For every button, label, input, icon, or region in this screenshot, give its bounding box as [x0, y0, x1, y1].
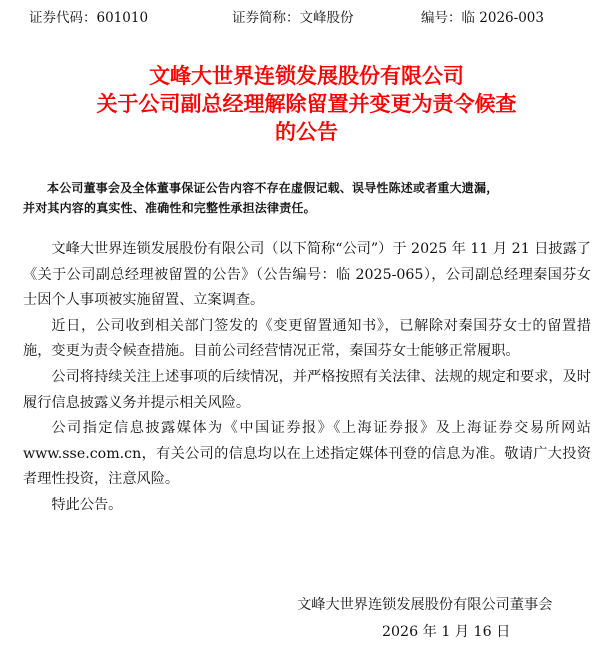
paragraph-background: 文峰大世界连锁发展股份有限公司（以下简称“公司”）于 2025 年 11 月 21 日披露了《关于公司副总经理被留置的公告》（公告编号：临 2025-065），公司副总经理秦国芬女士因个人事项被实施留置、立案调查。: [23, 241, 591, 309]
title-suffix: 的公告: [275, 120, 338, 144]
paragraph-change-notice: 近日，公司收到相关部门签发的《变更留置通知书》，已解除对秦国芬女士的留置措施，变更为责令候查措施。目前公司经营情况正常，秦国芬女士能够正常履职。: [23, 317, 591, 360]
title-company-name: 文峰大世界连锁发展股份有限公司: [149, 64, 464, 88]
signature-date: 2026 年 1 月 16 日: [382, 624, 511, 640]
disclaimer-line-2: 并对其内容的真实性、准确性和完整性承担法律责任。: [23, 201, 316, 215]
security-abbreviation: 证券简称：文峰股份: [232, 10, 354, 26]
board-disclaimer: [23, 178, 595, 218]
announcement-body: [23, 237, 591, 519]
disclaimer-line-1: 本公司董事会及全体董事保证公告内容不存在虚假记载、误导性陈述或者重大遗漏，: [47, 181, 499, 195]
announcement-number: 编号：临 2026-003: [421, 10, 544, 26]
document-header: [0, 8, 613, 28]
paragraph-follow-up: 公司将持续关注上述事项的后续情况，并严格按照有关法律、法规的规定和要求，及时履行信息披露义务并提示相关风险。: [23, 368, 591, 411]
title-subject: 关于公司副总经理解除留置并变更为责令候查: [96, 92, 517, 116]
paragraph-closing: 特此公告。: [51, 496, 123, 513]
paragraph-media: 公司指定信息披露媒体为《中国证券报》《上海证券报》及上海证券交易所网站 www.sse.com.cn，有关公司的信息均以在上述指定媒体刊登的信息为准。敬请广大投资者理性投资，注意风险。: [23, 420, 591, 488]
signature-organization: 文峰大世界连锁发展股份有限公司董事会: [297, 597, 553, 613]
security-code: 证券代码：601010: [29, 10, 149, 26]
